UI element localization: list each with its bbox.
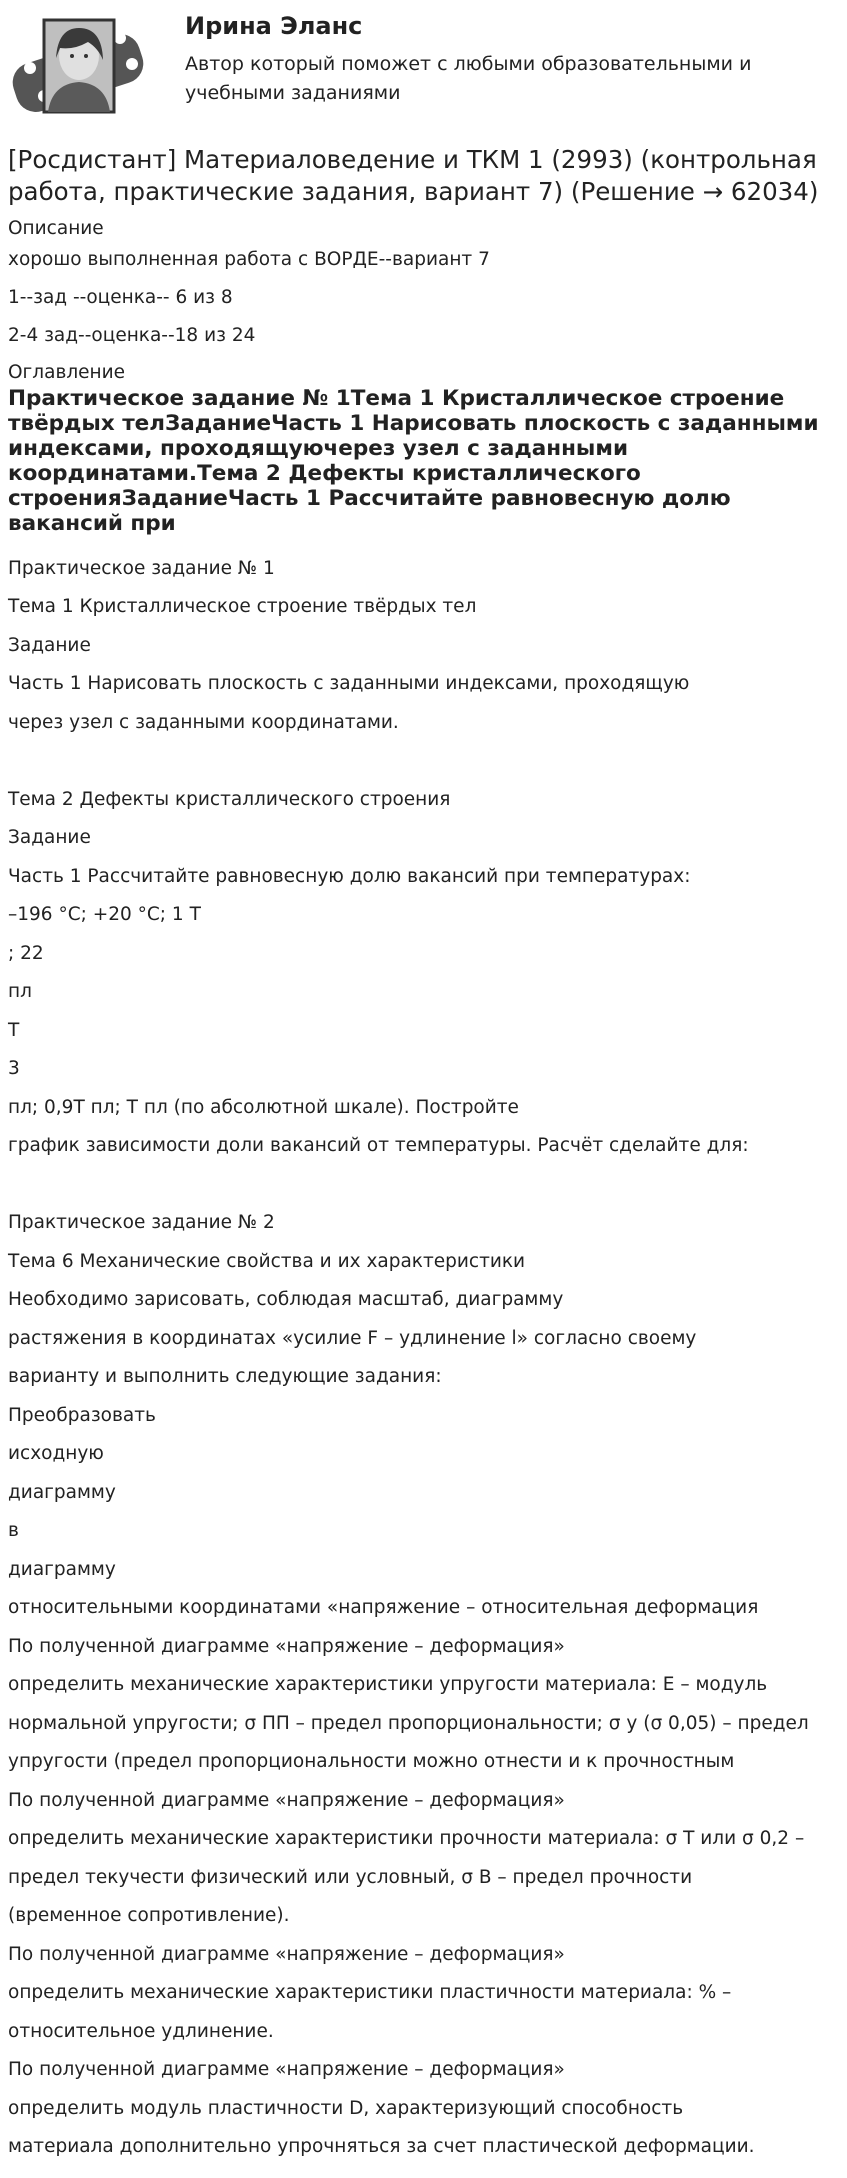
content-line: Задание: [8, 827, 91, 848]
content-line: пл: [8, 981, 32, 1002]
content-line: Преобразовать: [8, 1405, 156, 1426]
content-line: диаграмму: [8, 1559, 116, 1580]
content-line: –196 °C; +20 °C; 1 T: [8, 904, 201, 925]
content-line: определить модуль пластичности D, характеризующий способность: [8, 2098, 684, 2119]
content-line: пл; 0,9T пл; T пл (по абсолютной шкале). Постройте: [8, 1097, 519, 1118]
content-line: варианту и выполнить следующие задания:: [8, 1366, 442, 1387]
toc-label: Оглавление: [8, 362, 126, 383]
content-line: По полученной диаграмме «напряжение – деформация»: [8, 2059, 565, 2080]
content-line: через узел с заданными координатами.: [8, 712, 399, 733]
content-line: нормальной упругости; σ ПП – предел пропорциональности; σ у (σ 0,05) – предел: [8, 1713, 809, 1734]
content-line: Часть 1 Рассчитайте равновесную долю вакансий при температурах:: [8, 866, 691, 887]
author-description: Автор который поможет с любыми образовательными и учебными заданиями: [185, 53, 752, 104]
content-line: Задание: [8, 635, 91, 656]
description-line: 1--зад --оценка-- 6 из 8: [8, 287, 233, 308]
content-line: растяжения в координатах «усилие F – удлинение l» согласно своему: [8, 1328, 697, 1349]
content-line: 3: [8, 1058, 20, 1079]
author-name[interactable]: Ирина Эланс: [185, 12, 363, 40]
description-label: Описание: [8, 218, 104, 239]
content-line: По полученной диаграмме «напряжение – деформация»: [8, 1944, 565, 1965]
content-line: определить механические характеристики прочности материала: σ Т или σ 0,2 –: [8, 1828, 805, 1849]
content-line: Необходимо зарисовать, соблюдая масштаб, диаграмму: [8, 1289, 564, 1310]
content-line: относительное удлинение.: [8, 2021, 274, 2042]
content-line: в: [8, 1520, 19, 1541]
content-line: определить механические характеристики пластичности материала: % –: [8, 1982, 732, 2003]
toc-summary: Практическое задание № 1Тема 1 Кристаллическое строение твёрдых телЗаданиеЧасть 1 Нарисовать плоскость с заданными индексами, проходящуючерез узел с заданными координатами.Тема 2 Дефекты кристаллического строенияЗаданиеЧасть 1 Рассчитайте равновесную долю вакансий при: [8, 386, 819, 536]
content-line: Тема 1 Кристаллическое строение твёрдых тел: [8, 596, 477, 617]
content-line: T: [8, 1020, 20, 1041]
content-line: Часть 1 Нарисовать плоскость с заданными индексами, проходящую: [8, 673, 690, 694]
content-line: Практическое задание № 2: [8, 1212, 275, 1233]
content-line: По полученной диаграмме «напряжение – деформация»: [8, 1790, 565, 1811]
work-title: [Росдистант] Материаловедение и ТКМ 1 (2993) (контрольная работа, практические задания, вариант 7) (Решение → 62034): [8, 145, 819, 206]
description-line: 2-4 зад--оценка--18 из 24: [8, 325, 256, 346]
content-line: диаграмму: [8, 1482, 116, 1503]
content-line: ; 22: [8, 943, 44, 964]
content-line: По полученной диаграмме «напряжение – деформация»: [8, 1636, 565, 1657]
author-block: [0, 0, 847, 130]
content-line: определить механические характеристики упругости материала: E – модуль: [8, 1674, 768, 1695]
content-line: Практическое задание № 1: [8, 558, 275, 579]
content-line: Тема 2 Дефекты кристаллического строения: [8, 789, 451, 810]
content-line: Тема 6 Механические свойства и их характеристики: [8, 1251, 526, 1272]
content-line: график зависимости доли вакансий от температуры. Расчёт сделайте для:: [8, 1135, 749, 1156]
content-line: относительными координатами «напряжение – относительная деформация: [8, 1597, 759, 1618]
content-line: упругости (предел пропорциональности можно отнести и к прочностным: [8, 1751, 735, 1772]
content-line: предел текучести физический или условный, σ В – предел прочности: [8, 1867, 693, 1888]
user-photo-icon: [8, 8, 148, 123]
description-line: хорошо выполненная работа с ВОРДЕ--вариант 7: [8, 249, 490, 270]
content-line: исходную: [8, 1443, 104, 1464]
content-line: материала дополнительно упрочняться за счет пластической деформации.: [8, 2136, 755, 2157]
content-line: (временное сопротивление).: [8, 1905, 290, 1926]
